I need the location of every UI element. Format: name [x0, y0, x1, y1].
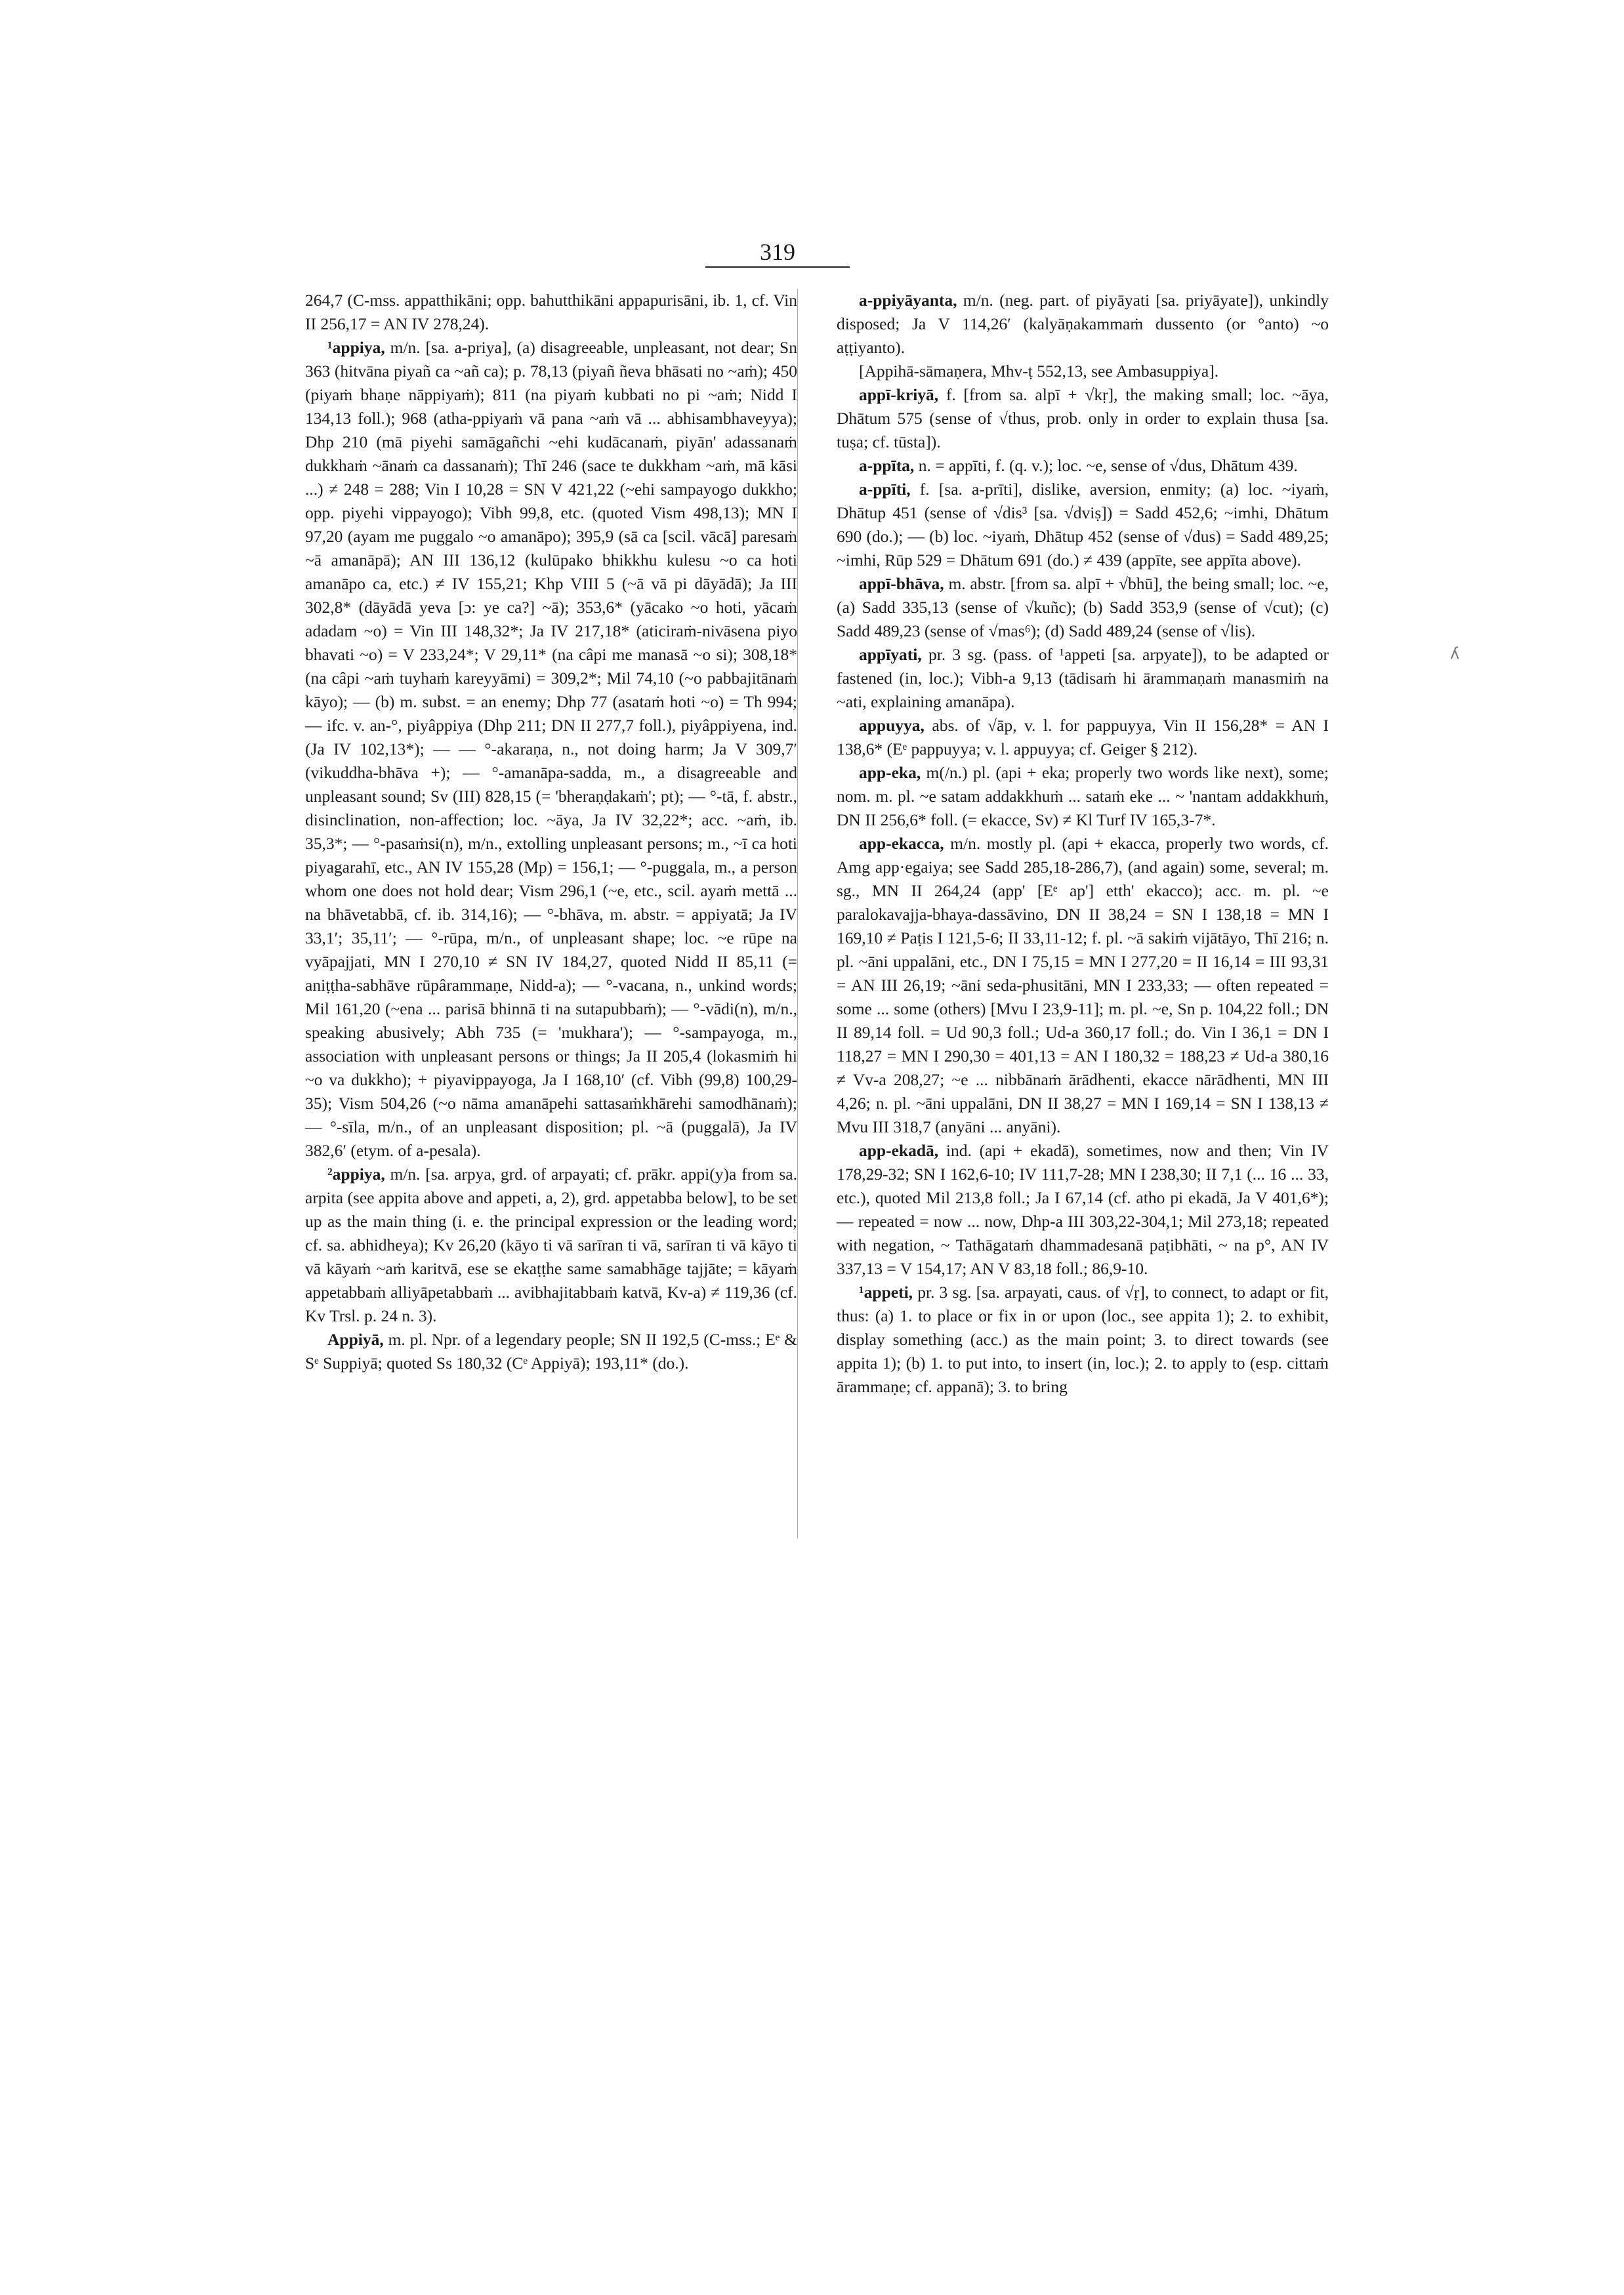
- entry-app-ekada: app-ekadā, ind. (api + ekadā), sometimes, now and then; Vin IV 178,29-32; SN I 162,6-10; IV 111,7-28; MN I 238,30; II 7,1 (... 16 ... 33, etc.), quoted Mil 213,8 foll.; Ja I 67,14 (cf. atho pi ekadā, Ja V 401,6*); — repeated = now ... now, Dhp-a III 303,22-304,1; Mil 273,18; repeated with negation, ~ Tathāgataṁ dhammadesanā paṭibhāti, ~ na p°, AN IV 337,13 = V 154,17; AN V 83,18 foll.; 86,9-10.: [837, 1141, 1329, 1278]
- left-column: [305, 289, 797, 1375]
- headword: Appiyā,: [327, 1330, 384, 1349]
- headword: ¹appeti,: [859, 1283, 913, 1302]
- column-divider: [797, 289, 798, 1539]
- headword: appuyya,: [859, 716, 925, 735]
- right-column: [837, 289, 1329, 1399]
- entry-appiya-2: ²appiya, m/n. [sa. arpya, grd. of arpayati; cf. prākr. appi(y)a from sa. arpita (see appita above and appeti, a, 2), grd. appetabba below], to be set up as the main thing (i. e. the principal expression or the leading word; cf. sa. abhidheya); Kv 26,20 (kāyo ti vā sarīran ti vā, sarīran ti vā kāyo ti vā kāyaṁ ~aṁ karitvā, ese se ekaṭṭhe same samabhāge tajjāte; = kāyaṁ appetabbaṁ alliyāpetabbaṁ ... avibhajitabbaṁ katvā, Kv-a) ≠ 119,36 (cf. Kv Trsl. p. 24 n. 3).: [305, 1165, 797, 1325]
- entry-appi-kriya: appī-kriyā, f. [from sa. alpī + √kṛ], the making small; loc. ~āya, Dhātum 575 (sense of √thus, prob. only in order to explain thusa [sa. tuṣa; cf. tūsta]).: [837, 385, 1329, 451]
- page-number: 319: [705, 238, 850, 268]
- headword: a-ppīti,: [859, 480, 911, 499]
- headword: app-eka,: [859, 763, 921, 782]
- headword: app-ekacca,: [859, 834, 944, 853]
- entry-appita: a-ppīta, n. = appīti, f. (q. v.); loc. ~e, sense of √dus, Dhātum 439.: [859, 456, 1298, 475]
- entry-appiha-samanera: [Appihā-sāmaṇera, Mhv-ṭ 552,13, see Ambasuppiya].: [859, 362, 1219, 381]
- headword: ¹appiya,: [327, 338, 385, 357]
- entry-appiya-1: ¹appiya, m/n. [sa. a-priya], (a) disagreeable, unpleasant, not dear; Sn 363 (hitvāna piyañ ca ~añ ca); p. 78,13 (piyañ ñeva bhāsati no ~aṁ); 450 (piyaṁ bhaṇe nāppiyaṁ); 811 (na piyaṁ kubbati no pi ~aṁ; Nidd I 134,13 foll.); 968 (atha-ppiyaṁ vā pana ~aṁ vā ... abhisambhaveyya); Dhp 210 (mā piyehi samāgañchi ~ehi kudācanaṁ, piyān' adassanaṁ dukkhaṁ ~ānaṁ ca dassanaṁ); Thī 246 (sace te dukkham ~aṁ, mā kāsi ...) ≠ 248 = 288; Vin I 10,28 = SN V 421,22 (~ehi sampayogo dukkho; opp. piyehi vippayogo); Vibh 99,8, etc. (quoted Vism 498,13); MN I 97,20 (ayam me puggalo ~o amanāpo); 395,9 (sā ca [scil. vācā] paresaṁ ~ā amanāpā); AN III 136,12 (kulūpako bhikkhu kulesu ~o ca hoti amanāpo ca, etc.) ≠ IV 155,21; Khp VIII 5 (~ā vā pi dāyādā); Ja III 302,8* (dāyādā yeva [ɔ: ye ca?] ~ā); 353,6* (yācako ~o hoti, yācaṁ adadam ~o) = Vin III 148,32*; Ja IV 217,18* (aticiraṁ-nivāsena piyo bhavati ~o) = V 233,24*; V 29,11* (na câpi me manasā ~o si); 308,18* (na câpi ~aṁ tuyhaṁ kareyyāmi) = 309,2*; Mil 74,10 (~o pabbajitānaṁ kāyo); — (b) m. subst. = an enemy; Dhp 77 (asataṁ hoti ~o) = Th 994; — ifc. v. an-°, piyâppiya (Dhp 211; DN II 277,7 foll.), piyâppiyena, ind. (Ja IV 102,13*); — — °-akaraṇa, n., not doing harm; Ja V 309,7′ (vikuddha-bhāva +); — °-amanāpa-sadda, m., a disagreeable and unpleasant sound; Sv (III) 828,15 (= 'bheraṇḍakaṁ'; pt); — °-tā, f. abstr., disinclination, non-affection; loc. ~āya, Ja IV 32,22*; acc. ~aṁ, ib. 35,3*; — °-pasaṁsi(n), m/n., extolling unpleasant persons; m., ~ī ca hoti piyagarahī, etc., AN IV 155,28 (Mp) = 156,1; — °-puggala, m., a person whom one does not hold dear; Vism 296,1 (~e, etc., scil. ayaṁ mettā ... na bhāvetabbā, cf. ib. 314,16); — °-bhāva, m. abstr. = appiyatā; Ja IV 33,1′; 35,11′; — °-rūpa, m/n., of unpleasant shape; loc. ~e rūpe na vyāpajjati, MN I 270,10 ≠ SN IV 184,27, quoted Nidd II 85,11 (= aniṭṭha-sabhāve rūpârammaṇe, Nidd-a); — °-vacana, n., unkind words; Mil 161,20 (~ena ... parisā bhinnā ti na sutapubbaṁ); — °-vādi(n), m/n., speaking abusively; Abh 735 (= 'mukhara'); — °-sampayoga, m., association with unpleasant persons or things; Ja II 205,4 (lokasmiṁ hi ~o va dukkho); + piyavippayoga, Ja I 168,10′ (cf. Vibh (99,8) 100,29-35); Vism 504,26 (~o nāma amanāpehi sattasaṁkhārehi samodhānaṁ); — °-sīla, m/n., of an unpleasant disposition; pl. ~ā (puggalā), Ja IV 382,6′ (etym. of a-pesala).: [305, 338, 797, 1160]
- entry-appiya-npr: Appiyā, m. pl. Npr. of a legendary people; SN II 192,5 (C-mss.; Eᵉ & Sᵉ Suppiyā; quoted Ss 180,32 (Cᵉ Appiyā); 193,11* (do.).: [305, 1330, 797, 1373]
- headword: a-ppiyāyanta,: [859, 291, 957, 310]
- headword: app-ekadā,: [859, 1141, 939, 1160]
- headword: appī-bhāva,: [859, 574, 944, 593]
- entry-appiti: a-ppīti, f. [sa. a-prīti], dislike, aversion, enmity; (a) loc. ~iyaṁ, Dhātup 451 (sense of √dis³ [sa. √dviṣ]) = Sadd 452,6; ~imhi, Dhātum 690 (do.); — (b) loc. ~iyaṁ, Dhātup 452 (sense of √dus) = Sadd 489,25; ~imhi, Rūp 529 = Dhātum 691 (do.) ≠ 439 (appīte, see appīta above).: [837, 480, 1329, 569]
- entry-continuation: 264,7 (C-mss. appatthikāni; opp. bahutthikāni appapurisāni, ib. 1, cf. Vin II 256,17 = AN IV 278,24).: [305, 291, 797, 333]
- headword: ²appiya,: [327, 1165, 385, 1184]
- entry-appuyya: appuyya, abs. of √āp, v. l. for pappuyya, Vin II 156,28* = AN I 138,6* (Eᵉ pappuyya; v. l. appuyya; cf. Geiger § 212).: [837, 716, 1329, 758]
- margin-pencil-mark: ʎ: [1450, 644, 1460, 663]
- headword: a-ppīta,: [859, 456, 915, 475]
- entry-app-ekacca: app-ekacca, m/n. mostly pl. (api + ekacca, properly two words, cf. Amg app·egaiya; see Sadd 285,18-286,7), (and again) some, several; m. sg., MN II 264,24 (app' [Eᵉ ap'] etth' ekacco); acc. m. pl. ~e paralokavajja-bhaya-dassāvino, DN II 38,24 = SN I 138,18 = MN I 169,10 ≠ Paṭis I 121,5-6; II 33,11-12; f. pl. ~ā sakiṁ vijātāyo, Thī 216; n. pl. ~āni uppalāni, etc., DN I 75,15 = MN I 277,20 = II 16,14 = III 93,31 = AN III 26,19; ~āni seda-phusitāni, MN I 233,33; — often repeated = some ... some (others) [Mvu I 23,9-11]; m. pl. ~e, Sn p. 104,22 foll.; DN II 89,14 foll. = Ud 90,3 foll.; Ud-a 360,17 foll.; do. Vin I 36,1 = DN I 118,27 = MN I 290,30 = 401,13 = AN I 180,32 = 188,23 ≠ Ud-a 380,16 ≠ Vv-a 208,27; ~e ... nibbānaṁ ārādhenti, ekacce nārādhenti, MN III 4,26; n. pl. ~āni uppalāni, DN II 38,27 = MN I 169,14 = SN I 138,13 ≠ Mvu III 318,7 (anyāni ... anyāni).: [837, 834, 1329, 1136]
- entry-appeti: ¹appeti, pr. 3 sg. [sa. arpayati, caus. of √ṛ], to connect, to adapt or fit, thus: (a) 1. to place or fix in or upon (loc., see appita 1); 2. to exhibit, display something (acc.) as the main point; 3. to direct towards (see appita 1); (b) 1. to put into, to insert (in, loc.); 2. to apply to (esp. cittaṁ ārammaṇe; cf. appanā); 3. to bring: [837, 1283, 1329, 1396]
- headword: appī-kriyā,: [859, 385, 939, 404]
- entry-app-eka: app-eka, m(/n.) pl. (api + eka; properly two words like next), some; nom. m. pl. ~e satam addakkhuṁ ... sataṁ eke ... ~ 'nantam addakkhuṁ, DN II 256,6* foll. (= ekacce, Sv) ≠ Kl Turf IV 165,3-7*.: [837, 763, 1329, 829]
- entry-appiyati: appīyati, pr. 3 sg. (pass. of ¹appeti [sa. arpyate]), to be adapted or fastened (in, loc.); Vibh-a 9,13 (tādisaṁ hi ārammaṇaṁ manasmiṁ na ~ati, explaining amanāpa).: [837, 645, 1329, 711]
- entry-appiyayanta: a-ppiyāyanta, m/n. (neg. part. of piyāyati [sa. priyāyate]), unkindly disposed; Ja V 114,26′ (kalyāṇakammaṁ dussento (or °anto) ~o aṭṭiyanto).: [837, 291, 1329, 357]
- entry-appi-bhava: appī-bhāva, m. abstr. [from sa. alpī + √bhū], the being small; loc. ~e, (a) Sadd 335,13 (sense of √kuñc); (b) Sadd 353,9 (sense of √cut); (c) Sadd 489,23 (sense of √mas⁶); (d) Sadd 489,24 (sense of √lis).: [837, 574, 1329, 640]
- headword: appīyati,: [859, 645, 922, 664]
